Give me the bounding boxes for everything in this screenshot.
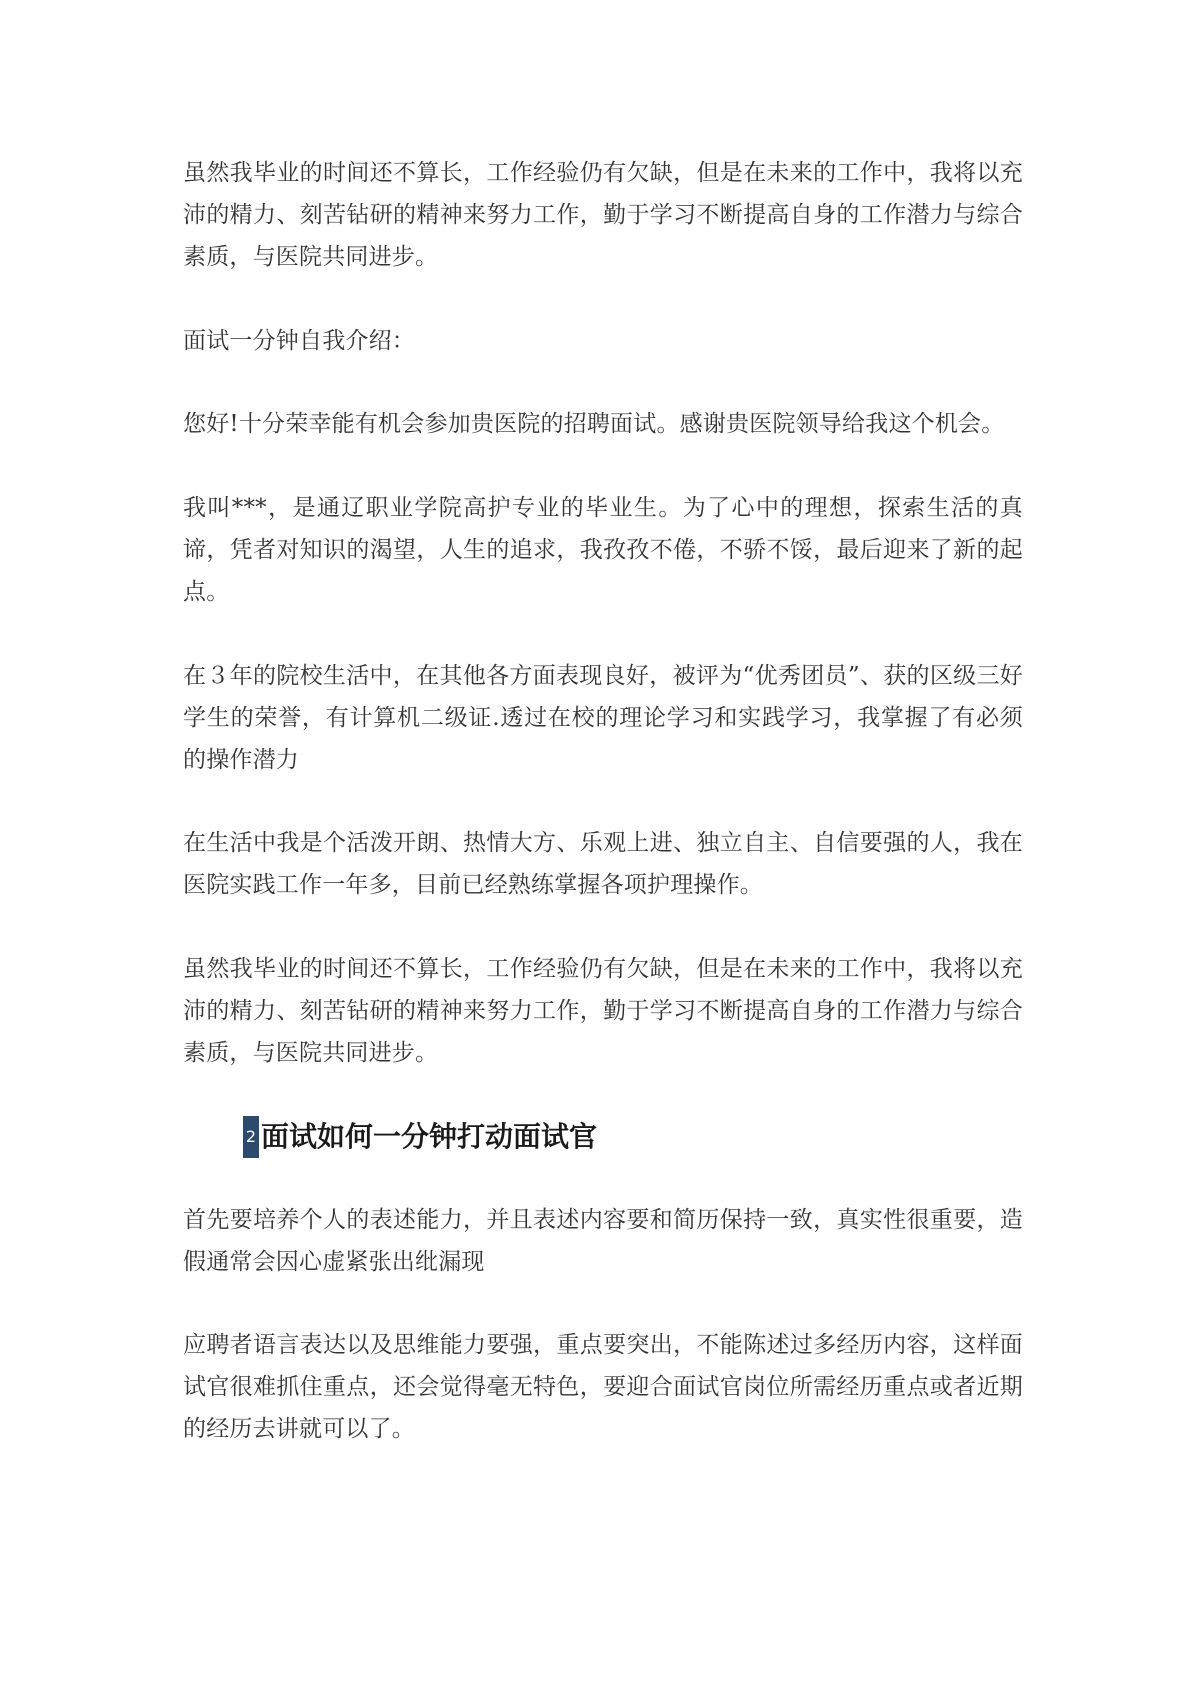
section-title: 面试如何一分钟打动面试官	[261, 1120, 598, 1153]
paragraph-closing-1: 虽然我毕业的时间还不算长，工作经验仍有欠缺，但是在未来的工作中，我将以充沛的精力、刻苦钻研的精神来努力工作，勤于学习不断提高自身的工作潜力与综合素质，与医院共同进步。	[183, 160, 1023, 270]
paragraph-personality: 在生活中我是个活泼开朗、热情大方、乐观上进、独立自主、自信要强的人，我在医院实践工作一年多，目前已经熟练掌握各项护理操作。	[183, 830, 1023, 898]
paragraph-greeting: 您好!十分荣幸能有机会参加贵医院的招聘面试。感谢贵医院领导给我这个机会。	[183, 411, 1005, 437]
paragraph-expression: 首先要培养个人的表述能力，并且表述内容要和简历保持一致，真实性很重要，造假通常会因心虚紧张出纰漏现	[183, 1207, 1023, 1275]
paragraph-intro-heading: 面试一分钟自我介绍：	[183, 328, 415, 354]
paragraph-name-intro: 我叫***，是通辽职业学院高护专业的毕业生。为了心中的理想，探索生活的真谛，凭者对知识的渴望，人生的追求，我孜孜不倦，不骄不馁，最后迎来了新的起点。	[183, 495, 1023, 605]
section-heading	[243, 1116, 597, 1158]
paragraph-closing-2: 虽然我毕业的时间还不算长，工作经验仍有欠缺，但是在未来的工作中，我将以充沛的精力、刻苦钻研的精神来努力工作，勤于学习不断提高自身的工作潜力与综合素质，与医院共同进步。	[183, 956, 1023, 1066]
section-number-badge: 2	[243, 1116, 259, 1158]
paragraph-thinking: 应聘者语言表达以及思维能力要强，重点要突出，不能陈述过多经历内容，这样面试官很难抓住重点，还会觉得毫无特色，要迎合面试官岗位所需经历重点或者近期的经历去讲就可以了。	[183, 1332, 1023, 1442]
paragraph-school-life: 在３年的院校生活中，在其他各方面表现良好，被评为“优秀团员”、获的区级三好学生的荣誉，有计算机二级证.透过在校的理论学习和实践学习，我掌握了有必须的操作潜力	[183, 663, 1023, 773]
